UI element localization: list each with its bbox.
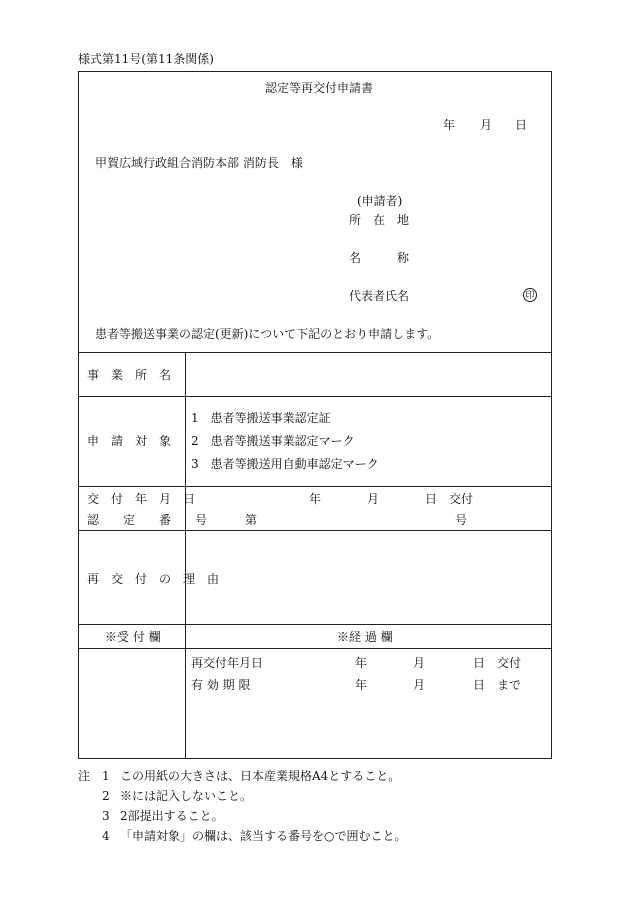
date-year: 年	[443, 118, 456, 132]
issue-month: 月	[367, 492, 380, 506]
seal-mark: 印	[523, 288, 537, 302]
target-item-2: 2 患者等搬送事業認定マーク	[191, 434, 355, 448]
divider-office-use	[79, 648, 551, 649]
divider-upper	[79, 352, 551, 353]
reason-label: 再 交 付 の 理 由	[87, 572, 220, 586]
column-divider	[185, 352, 186, 758]
addressee: 甲賀広域行政組合消防本部 消防長 様	[95, 156, 303, 170]
reception-header: ※受 付 欄	[105, 630, 161, 644]
target-item-3: 3 患者等搬送用自動車認定マーク	[191, 457, 379, 471]
form-number-label: 様式第11号(第11条関係)	[78, 52, 214, 66]
divider-target	[79, 486, 551, 487]
representative-label: 代表者氏名	[349, 289, 410, 303]
issue-year: 年	[309, 492, 322, 506]
divider-reason	[79, 624, 551, 625]
application-form	[78, 71, 552, 759]
notes-prefix: 注	[78, 769, 91, 783]
note-num-3: 3	[102, 809, 110, 823]
divider-office	[79, 396, 551, 397]
reissue-date-label: 再交付年月日	[191, 656, 264, 670]
progress-header: ※経 過 欄	[337, 630, 393, 644]
date-month: 月	[480, 118, 493, 132]
date-day: 日	[515, 118, 528, 132]
issue-date-label: 交 付 年 月 日	[87, 492, 196, 506]
note-text-2: ※には記入しないこと。	[120, 789, 253, 803]
reissue-month: 月	[413, 656, 426, 670]
cert-suffix: 号	[455, 513, 468, 527]
address-label: 所 在 地	[349, 213, 410, 227]
form-title: 認定等再交付申請書	[265, 81, 374, 95]
office-name-label: 事 業 所 名	[87, 368, 172, 382]
applicant-heading: (申請者)	[357, 194, 403, 208]
reissue-day: 日 交付	[473, 656, 522, 670]
reissue-year: 年	[355, 656, 368, 670]
intro-text: 患者等搬送事業の認定(更新)について下記のとおり申請します。	[95, 327, 440, 341]
cert-prefix: 第	[245, 513, 258, 527]
cert-number-label: 認 定 番 号	[87, 513, 208, 527]
validity-year: 年	[355, 678, 368, 692]
note-text-3: 2部提出すること。	[120, 809, 224, 823]
note-text-1: この用紙の大きさは、日本産業規格A4とすること。	[120, 769, 401, 783]
validity-label: 有 効 期 限	[191, 678, 251, 692]
target-item-1: 1 患者等搬送事業認定証	[191, 411, 331, 425]
issue-day: 日 交付	[425, 492, 474, 506]
validity-month: 月	[413, 678, 426, 692]
target-label: 申 請 対 象	[87, 434, 172, 448]
divider-issue	[79, 530, 551, 531]
validity-day: 日 まで	[473, 678, 522, 692]
note-num-2: 2	[102, 789, 110, 803]
note-num-4: 4	[102, 829, 110, 843]
note-num-1: 1	[102, 769, 110, 783]
name-label: 名 称	[349, 251, 410, 265]
note-text-4: 「申請対象」の欄は、該当する番号を○で囲むこと。	[120, 829, 407, 843]
